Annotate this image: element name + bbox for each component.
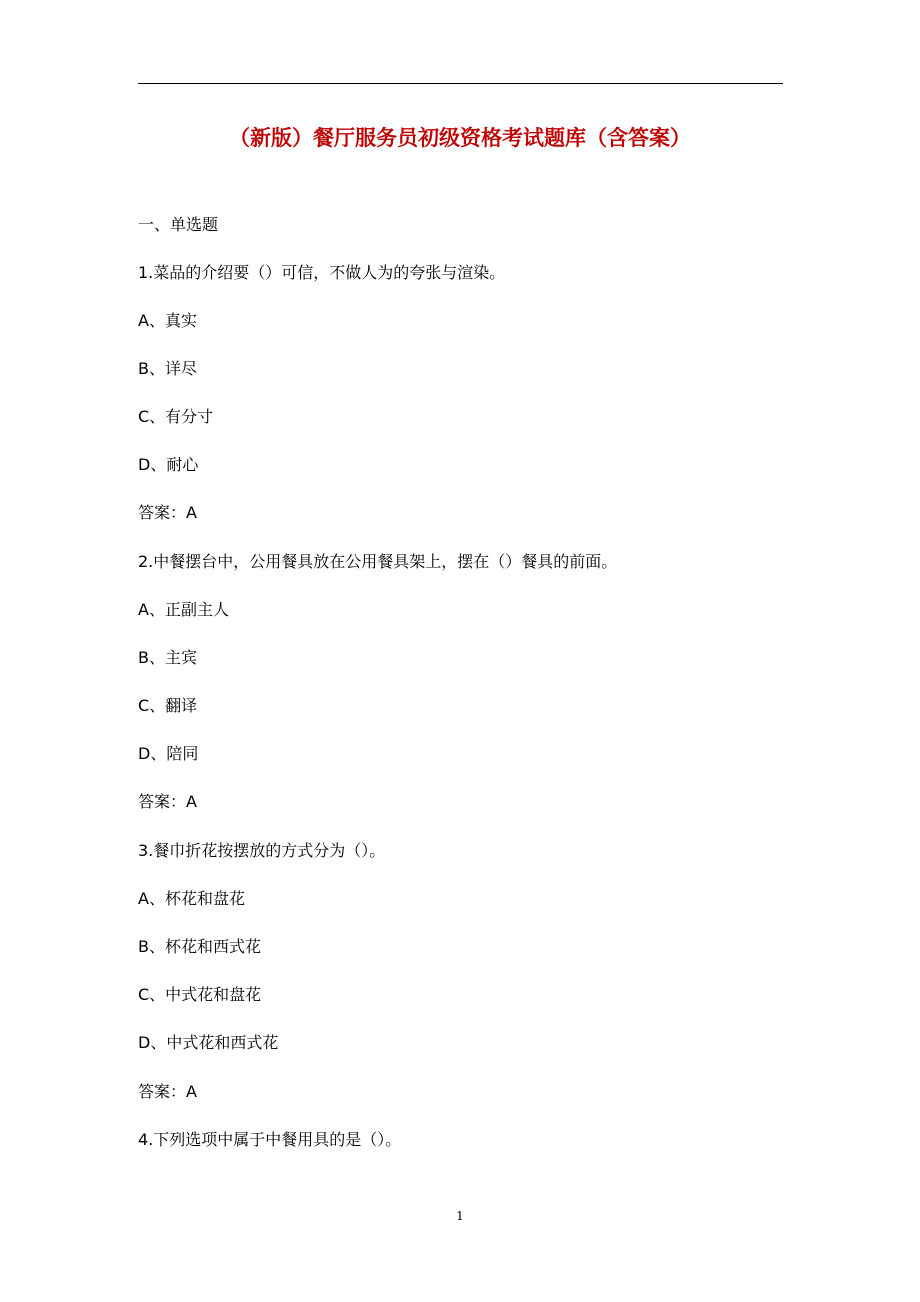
answer: 答案：A <box>138 1082 197 1101</box>
option: A、杯花和盘花 <box>138 889 245 908</box>
answer: 答案：A <box>138 503 197 522</box>
answer: 答案：A <box>138 792 197 811</box>
question-stem: 2.中餐摆台中，公用餐具放在公用餐具架上，摆在（）餐具的前面。 <box>138 552 618 571</box>
section-heading: 一、单选题 <box>138 215 219 234</box>
option: C、翻译 <box>138 696 198 715</box>
option: D、陪同 <box>138 744 199 763</box>
question-stem: 1.菜品的介绍要（）可信，不做人为的夸张与渲染。 <box>138 263 506 282</box>
option: A、正副主人 <box>138 600 229 619</box>
option: C、中式花和盘花 <box>138 985 262 1004</box>
document-title: （新版）餐厅服务员初级资格考试题库（含答案） <box>229 126 691 150</box>
question-stem: 3.餐巾折花按摆放的方式分为（）。 <box>138 841 386 860</box>
option: C、有分寸 <box>138 407 214 426</box>
option: B、主宾 <box>138 648 197 667</box>
option: D、中式花和西式花 <box>138 1033 279 1052</box>
option: A、真实 <box>138 311 197 330</box>
option: D、耐心 <box>138 455 199 474</box>
page-number: 1 <box>456 1209 464 1223</box>
option: B、详尽 <box>138 359 197 378</box>
header-rule <box>138 83 783 84</box>
question-stem: 4.下列选项中属于中餐用具的是（）。 <box>138 1130 402 1149</box>
option: B、杯花和西式花 <box>138 937 261 956</box>
